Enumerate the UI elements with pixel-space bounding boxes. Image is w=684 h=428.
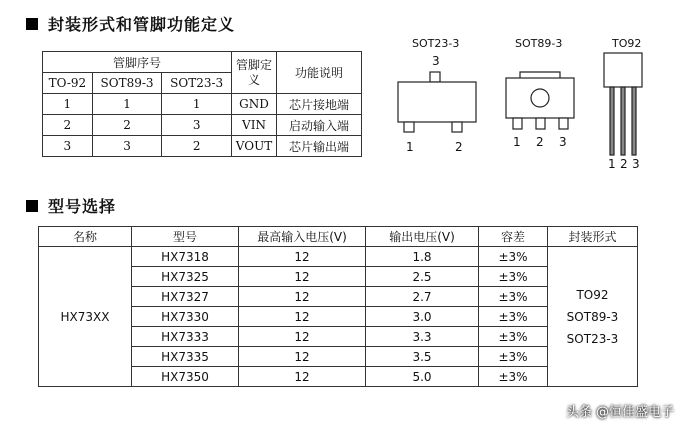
package-option: SOT23-3 [566,331,619,346]
header-output-voltage: 输出电压(V) [366,227,479,247]
header-to92: TO-92 [43,73,93,94]
sot89-pin-3: 3 [559,135,567,149]
header-sot89: SOT89-3 [92,73,162,94]
cell-output-voltage: 2.7 [366,287,479,307]
watermark-brand: @恒佳盛电子 [595,405,674,420]
cell-function: 芯片接地端 [277,94,362,115]
sot23-pin-3: 3 [432,54,440,68]
square-bullet-icon [26,18,38,30]
table-row [39,247,638,267]
cell-function: 芯片输出端 [277,136,362,157]
package-option: SOT89-3 [566,309,619,324]
cell-model: HX7325 [132,267,239,287]
sot89-package-drawing [506,72,574,129]
pin-number-group-header: 管脚序号 [43,52,232,73]
cell-sot89: 3 [92,136,162,157]
cell-max-input-voltage: 12 [239,267,366,287]
function-header: 功能说明 [277,52,362,94]
to92-label: TO92 [612,37,642,50]
cell-max-input-voltage: 12 [239,287,366,307]
cell-sot23: 1 [162,94,232,115]
header-model: 型号 [132,227,239,247]
cell-tolerance: ±3% [479,247,548,267]
cell-function: 启动输入端 [277,115,362,136]
cell-model: HX7327 [132,287,239,307]
cell-model: HX7333 [132,327,239,347]
cell-sot23: 2 [162,136,232,157]
package-option: TO92 [576,287,609,302]
section-title-text: 封装形式和管脚功能定义 [48,15,236,34]
pin-function-table [42,51,362,157]
cell-tolerance: ±3% [479,307,548,327]
cell-to92: 3 [43,136,93,157]
sot23-pin-2: 2 [455,140,463,154]
table-row [43,136,362,157]
model-selection-table [38,226,638,387]
cell-name: HX73XX [39,247,132,387]
header-tolerance: 容差 [479,227,548,247]
cell-max-input-voltage: 12 [239,367,366,387]
sot23-pin-1: 1 [406,140,414,154]
cell-to92: 1 [43,94,93,115]
cell-package [548,247,638,387]
cell-max-input-voltage: 12 [239,307,366,327]
cell-output-voltage: 3.0 [366,307,479,327]
cell-output-voltage: 5.0 [366,367,479,387]
to92-package-drawing [604,53,642,155]
table-row [43,94,362,115]
to92-pin-2: 2 [620,157,628,171]
section-title-model [26,194,116,217]
header-package: 封装形式 [548,227,638,247]
sot23-label: SOT23-3 [412,37,460,50]
section-title-package [26,12,235,35]
square-bullet-icon [26,200,38,212]
watermark-prefix: 头条 [565,405,592,420]
table-row [43,115,362,136]
cell-output-voltage: 3.5 [366,347,479,367]
cell-pin-def: VOUT [232,136,277,157]
cell-output-voltage: 2.5 [366,267,479,287]
sot89-label: SOT89-3 [515,37,563,50]
cell-output-voltage: 1.8 [366,247,479,267]
cell-tolerance: ±3% [479,347,548,367]
cell-tolerance: ±3% [479,367,548,387]
sot23-package-drawing [398,72,476,132]
sot89-pin-1: 1 [513,135,521,149]
pin-definition-header: 管脚定义 [232,52,277,94]
sot89-pin-2: 2 [536,135,544,149]
cell-sot89: 2 [92,115,162,136]
to92-pin-1: 1 [608,157,616,171]
cell-model: HX7335 [132,347,239,367]
cell-tolerance: ±3% [479,267,548,287]
cell-max-input-voltage: 12 [239,347,366,367]
cell-tolerance: ±3% [479,327,548,347]
cell-to92: 2 [43,115,93,136]
header-sot23: SOT23-3 [162,73,232,94]
cell-model: HX7318 [132,247,239,267]
cell-model: HX7330 [132,307,239,327]
cell-output-voltage: 3.3 [366,327,479,347]
cell-model: HX7350 [132,367,239,387]
watermark [566,401,674,420]
cell-tolerance: ±3% [479,287,548,307]
cell-pin-def: GND [232,94,277,115]
cell-max-input-voltage: 12 [239,327,366,347]
cell-sot23: 3 [162,115,232,136]
cell-sot89: 1 [92,94,162,115]
cell-max-input-voltage: 12 [239,247,366,267]
to92-pin-3: 3 [632,157,640,171]
header-max-input-voltage: 最高输入电压(V) [239,227,366,247]
section-title-text: 型号选择 [48,197,117,216]
header-name: 名称 [39,227,132,247]
cell-pin-def: VIN [232,115,277,136]
